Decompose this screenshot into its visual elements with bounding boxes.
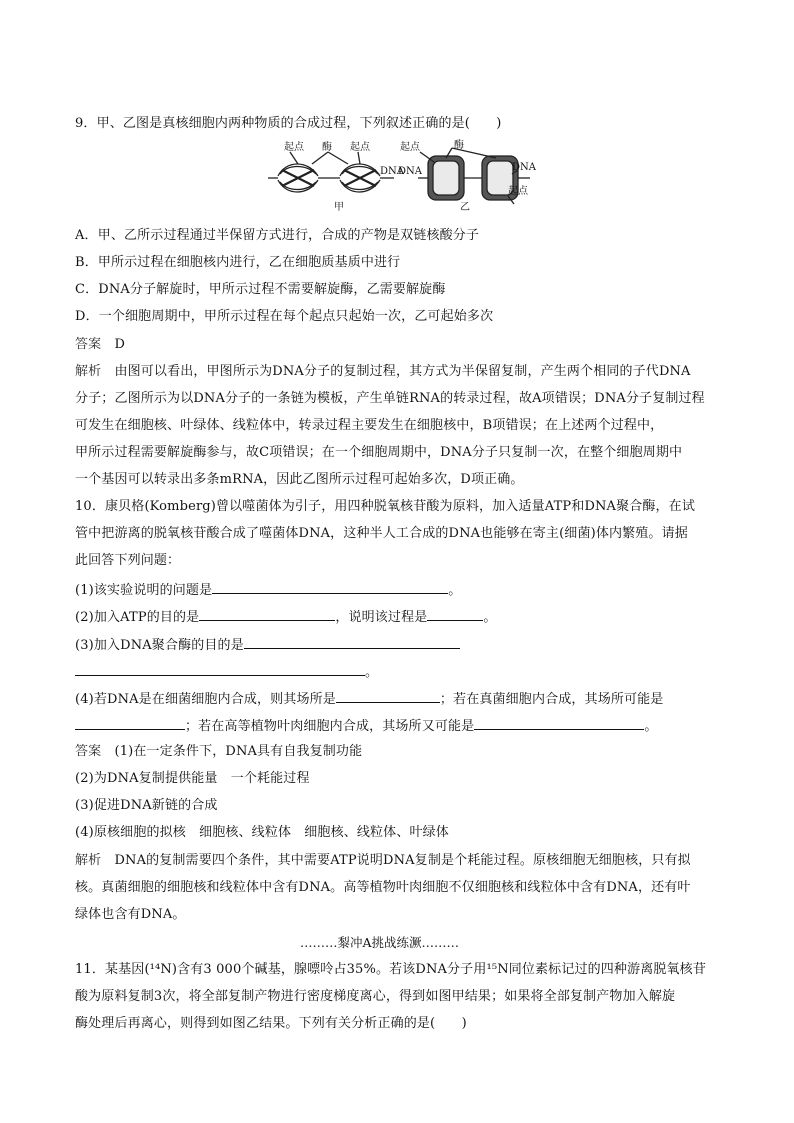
q10-answer-line-3: (3)促进DNA新链的合成: [75, 798, 218, 813]
analysis-label: 解析: [75, 364, 102, 379]
sub4-a: (4)若DNA是在细菌细胞内合成，则其场所是: [75, 692, 336, 707]
sub4-end: 。: [644, 719, 658, 734]
enzyme-label-2: 酶: [454, 140, 464, 151]
figure-label-yi: 乙: [460, 202, 470, 213]
q10-analysis-line-3: 绿体也含有DNA。: [75, 907, 186, 922]
answer-blank[interactable]: [244, 636, 460, 649]
answer-label: 答案: [75, 744, 102, 759]
q11-stem-line-1: 11．某基因(¹⁴N)含有3 000个碱基，腺嘌呤占35%。若该DNA分子用¹⁵N同位素标记过的四种游离脱氧核苷: [75, 962, 706, 977]
q10-answer-line-2: (2)为DNA复制提供能量 一个耗能过程: [75, 771, 310, 786]
section-separator: ………㴝冲A挑战练㵐………: [300, 935, 460, 950]
answer-blank[interactable]: [75, 717, 185, 730]
q10-sub2: [75, 608, 497, 626]
answer-blank[interactable]: [427, 608, 483, 621]
q10-answer-line-4: (4)原核细胞的拟核 细胞核、线粒体 细胞核、线粒体、叶绿体: [75, 825, 449, 840]
dna-label-2: DNA: [398, 166, 422, 177]
sub3-prefix: (3)加入DNA聚合酶的目的是: [75, 638, 244, 653]
q10-sub1: [75, 581, 461, 599]
q9-analysis-line-3: 可发生在细胞核、叶绿体、线粒体中，转录过程主要发生在细胞核中，B项错误；在上述两个过程中，: [75, 418, 664, 433]
q10-sub4-line-1: [75, 690, 663, 708]
answer-text: (1)在一定条件下，DNA具有自我复制功能: [114, 744, 363, 759]
origin-label-2: 起点: [350, 142, 370, 153]
q10-analysis-line-2: 核。真菌细胞的细胞核和线粒体中含有DNA。高等植物叶肉细胞不仅细胞核和线粒体中含有DNA，还有叶: [75, 880, 691, 895]
q9-analysis-line-2: 分子；乙图所示为以DNA分子的一条链为模板，产生单链RNA的转录过程，故A项错误；DNA分子复制过程: [75, 391, 705, 406]
origin-label-3: 起点: [400, 142, 420, 153]
dna-label-3: DNA: [512, 162, 536, 173]
q10-sub3-cont: [75, 663, 378, 681]
answer-blank[interactable]: [474, 717, 644, 730]
analysis-text: DNA的复制需要四个条件，其中需要ATP说明DNA复制是个耗能过程。原核细胞无细胞核，只有拟: [114, 853, 691, 868]
sub2-middle: ，说明该过程是: [335, 610, 428, 625]
answer-label: 答案: [75, 337, 102, 352]
sub1-end: 。: [448, 583, 462, 598]
sub3-end: 。: [365, 665, 379, 680]
q10-sub4-line-2: [75, 717, 657, 735]
q9-analysis-line-1: [75, 364, 691, 380]
q11-stem-line-2: 酸为原料复制3次，将全部复制产物进行密度梯度离心，得到如图甲结果；如果将全部复制产物加入解旋: [75, 989, 676, 1004]
answer-value: D: [114, 337, 126, 352]
q10-answer-line-1: [75, 744, 362, 760]
answer-blank[interactable]: [199, 608, 335, 621]
q10-stem-line-2: 管中把游离的脱氧核苷酸合成了噬菌体DNA，这种半人工合成的DNA也能够在寄主(细菌)体内繁殖。请据: [75, 526, 688, 541]
answer-blank[interactable]: [336, 690, 440, 703]
q9-figure: [268, 140, 536, 216]
q9-option-c: C．DNA分子解旋时，甲所示过程不需要解旋酶，乙需要解旋酶: [75, 282, 446, 297]
q9-analysis-line-4: 甲所示过程需要解旋酶参与，故C项错误；在一个细胞周期中，DNA分子只复制一次，在整个细胞周期中: [75, 445, 683, 460]
q9-answer: [75, 337, 125, 353]
q9-option-d: D．一个细胞周期中，甲所示过程在每个起点只起始一次，乙可起始多次: [75, 309, 494, 324]
origin-label-4: 起点: [508, 186, 528, 197]
q9-stem: 9．甲、乙图是真核细胞内两种物质的合成过程，下列叙述正确的是( ): [75, 116, 502, 131]
answer-blank[interactable]: [212, 581, 448, 594]
q10-stem-line-3: 此回答下列问题：: [75, 553, 181, 568]
sub4-c: ；若在高等植物叶肉细胞内合成，其场所又可能是: [185, 719, 475, 734]
q9-option-a: A．甲、乙所示过程通过半保留方式进行，合成的产物是双链核酸分子: [75, 228, 480, 243]
sub2-prefix: (2)加入ATP的目的是: [75, 610, 200, 625]
analysis-label: 解析: [75, 853, 102, 868]
dna-label-1: DNA: [380, 166, 404, 177]
q10-sub3: [75, 636, 460, 654]
q11-stem-line-3: 酶处理后再离心，则得到如图乙结果。下列有关分析正确的是( ): [75, 1016, 467, 1031]
q9-option-b: B．甲所示过程在细胞核内进行，乙在细胞质基质中进行: [75, 255, 401, 270]
sub2-end: 。: [483, 610, 497, 625]
q10-analysis-line-1: [75, 853, 691, 869]
q9-analysis-line-5: 一个基因可以转录出多条mRNA，因此乙图所示过程可起始多次，D项正确。: [75, 472, 524, 487]
analysis-text: 由图可以看出，甲图所示为DNA分子的复制过程，其方式为半保留复制，产生两个相同的子代DNA: [114, 364, 691, 379]
q10-stem-line-1: 10．康贝格(Komberg)曾以噬菌体为引子，用四种脱氧核苷酸为原料，加入适量ATP和DNA聚合酶，在试: [75, 499, 695, 514]
sub1-prefix: (1)该实验说明的问题是: [75, 583, 213, 598]
sub4-b: ；若在真菌细胞内合成，其场所可能是: [439, 692, 664, 707]
answer-blank[interactable]: [75, 663, 365, 676]
figure-label-jia: 甲: [334, 202, 344, 213]
origin-label-1: 起点: [284, 142, 304, 153]
enzyme-label-1: 酶: [322, 142, 332, 153]
